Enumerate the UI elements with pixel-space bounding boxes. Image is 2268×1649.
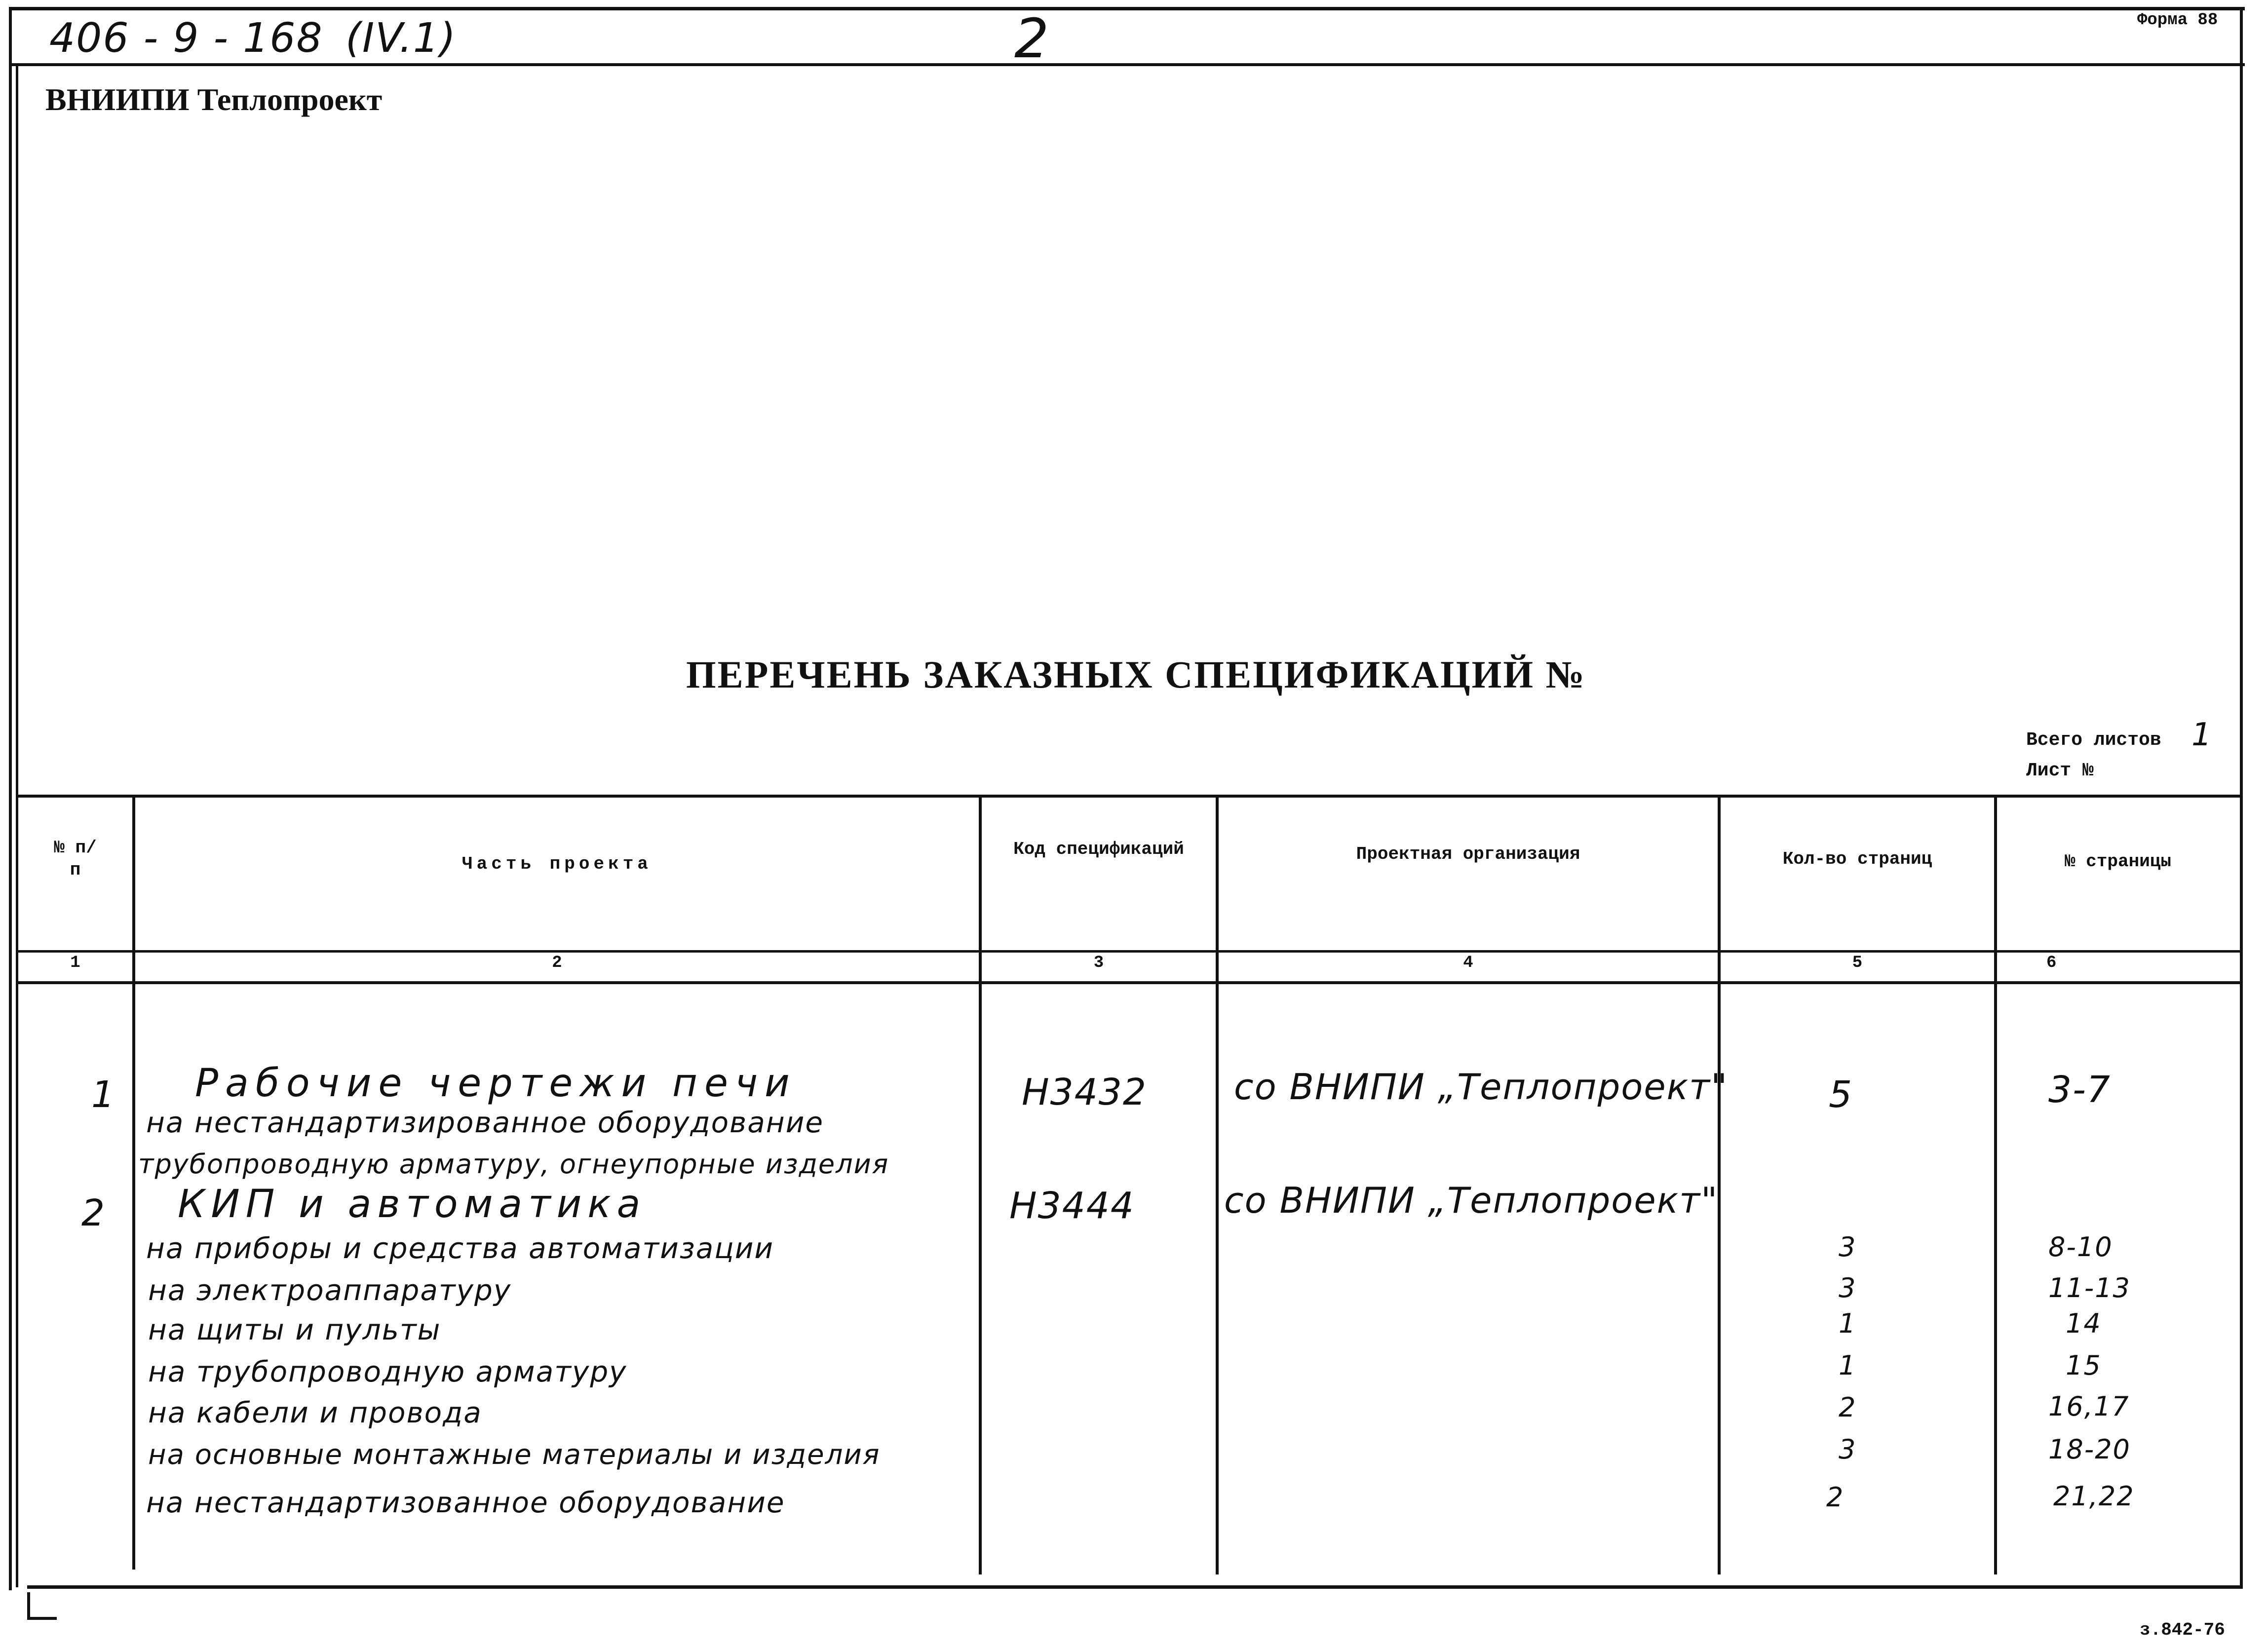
table-colnum-bottom-line xyxy=(16,981,2243,984)
col-number-2: 2 xyxy=(552,954,562,972)
doc-code: 406 - 9 - 168 xyxy=(49,15,323,62)
col-number-3: 3 xyxy=(1093,954,1104,972)
row-2-item-2-count: 3 xyxy=(1839,1272,1857,1304)
row-1-page-count: 5 xyxy=(1829,1074,1853,1116)
col-divider-2 xyxy=(979,795,982,1574)
document-title: ПЕРЕЧЕНЬ ЗАКАЗНЫХ СПЕЦИФИКАЦИЙ № xyxy=(686,653,1586,696)
row-2-item-3: на щиты и пульты xyxy=(148,1313,441,1346)
row-2-organization: со ВНИПИ „Теплопроект" xyxy=(1224,1180,1719,1221)
row-2-item-5-count: 2 xyxy=(1839,1392,1857,1423)
col-divider-3 xyxy=(1216,795,1219,1574)
row-1-organization: со ВНИПИ „Теплопроект" xyxy=(1234,1066,1729,1108)
organization-name: ВНИИПИ Теплопроект xyxy=(45,82,383,117)
row-2-item-3-count: 1 xyxy=(1839,1308,1857,1339)
col-header-page-number: № страницы xyxy=(2064,851,2172,872)
row-1-item-2: трубопроводную арматуру, огнеупорные изделия xyxy=(138,1149,889,1180)
row-2-item-6-pages: 18-20 xyxy=(2048,1434,2131,1465)
row-2-item-7-count: 2 xyxy=(1826,1482,1845,1513)
col-header-spec-code: Код спецификаций xyxy=(1013,839,1184,859)
row-2-item-5: на кабели и провода xyxy=(148,1396,482,1429)
frame-bottom-line xyxy=(27,1585,2243,1589)
row-2-item-7: на нестандартизованное оборудование xyxy=(146,1486,785,1519)
order-code: з.842-76 xyxy=(2140,1620,2225,1640)
row-2-item-4-count: 1 xyxy=(1839,1350,1857,1381)
row-2-item-2: на электроаппаратуру xyxy=(148,1273,512,1307)
col-number-6: 6 xyxy=(2046,954,2057,972)
col-header-number: № п/п xyxy=(54,838,97,880)
form-label: Форма 88 xyxy=(2137,11,2218,30)
row-2-item-7-pages: 21,22 xyxy=(2053,1481,2135,1512)
sheet-number-label: Лист № xyxy=(2026,760,2094,781)
row-2-item-1: на приборы и средства автоматизации xyxy=(146,1231,774,1265)
row-1-code: Н3432 xyxy=(1022,1071,1147,1113)
frame-left-line xyxy=(9,7,12,1590)
row-2-item-5-pages: 16,17 xyxy=(2048,1391,2130,1422)
row-2-item-4: на трубопроводную арматуру xyxy=(148,1355,627,1388)
doc-part: (IV.1) xyxy=(346,15,457,62)
col-number-4: 4 xyxy=(1463,954,1473,972)
corner-mark-horizontal xyxy=(27,1617,57,1620)
total-sheets-value: 1 xyxy=(2191,717,2213,753)
row-1-pages: 3-7 xyxy=(2048,1069,2111,1111)
col-header-project-part: Часть проекта xyxy=(462,853,652,874)
frame-top-line xyxy=(9,7,2245,10)
row-2-number: 2 xyxy=(81,1192,106,1234)
row-2-item-1-pages: 8-10 xyxy=(2048,1231,2113,1263)
corner-mark-vertical xyxy=(27,1592,30,1620)
total-sheets-label: Всего листов xyxy=(2026,729,2161,751)
row-1-title: Рабочие чертежи печи xyxy=(195,1061,797,1106)
row-2-item-2-pages: 11-13 xyxy=(2048,1272,2131,1304)
table-header-bottom-line xyxy=(16,950,2243,953)
col-header-page-count: Кол-во страниц xyxy=(1782,848,1932,869)
row-1-item-1: на нестандартизированное оборудование xyxy=(146,1106,824,1139)
frame-header-line xyxy=(9,63,2245,66)
col-number-5: 5 xyxy=(1852,954,1863,972)
table-top-line xyxy=(16,795,2243,798)
row-2-item-6-count: 3 xyxy=(1839,1434,1857,1465)
row-1-number: 1 xyxy=(91,1074,116,1116)
col-header-organization: Проектная организация xyxy=(1356,844,1580,864)
col-number-1: 1 xyxy=(70,954,80,972)
sheet-mark: 2 xyxy=(1014,7,1050,70)
row-2-item-6: на основные монтажные материалы и изделия xyxy=(148,1439,881,1471)
row-2-item-3-pages: 14 xyxy=(2066,1308,2102,1339)
row-2-item-1-count: 3 xyxy=(1839,1231,1857,1263)
row-2-item-4-pages: 15 xyxy=(2066,1350,2102,1381)
row-2-code: Н3444 xyxy=(1009,1185,1135,1227)
row-2-title: КИП и автоматика xyxy=(178,1182,647,1227)
